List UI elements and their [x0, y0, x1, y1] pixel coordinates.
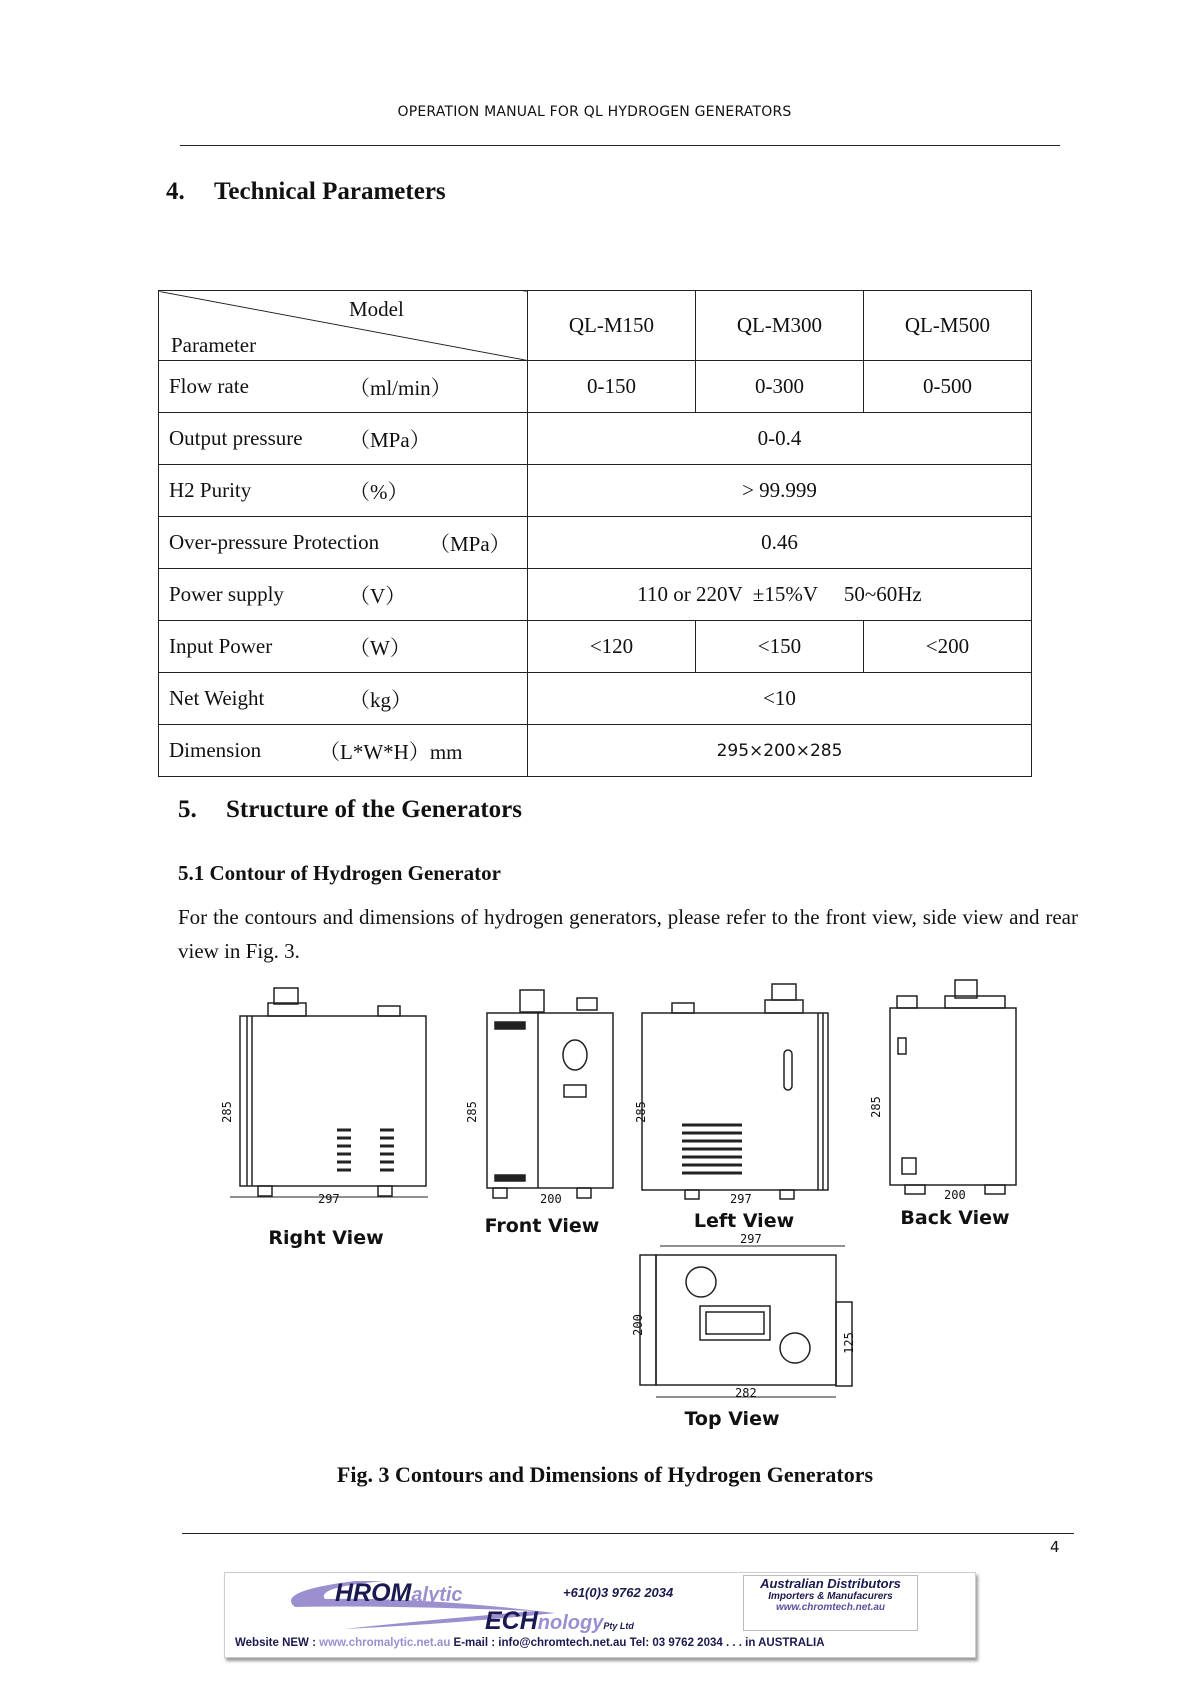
dimension-label: 125 — [841, 1332, 856, 1354]
model-header: QL-M500 — [863, 291, 1031, 361]
distributor-banner — [224, 1572, 976, 1658]
header-rule — [180, 145, 1060, 146]
dimension-label: 200 — [944, 1188, 966, 1202]
top-view-label: Top View — [684, 1408, 780, 1430]
param-name: Flow rate — [169, 374, 249, 398]
section-number: 5. — [178, 796, 197, 823]
dist-sub: Importers & Manufacurers — [768, 1591, 893, 1602]
param-unit: （ml/min） — [349, 375, 452, 400]
table-row — [159, 517, 1032, 569]
param-name: Power supply — [169, 582, 284, 606]
param-unit: （W） — [349, 635, 411, 660]
top-view-drawing — [640, 1246, 852, 1397]
value-cell: <120 — [528, 621, 696, 673]
value-cell: > 99.999 — [528, 465, 1032, 517]
body-paragraph: For the contours and dimensions of hydrogen generators, please refer to the front view, side view and rear view in Fig. 3. — [178, 905, 1078, 963]
value-cell: 110 or 220V ±15%V 50~60Hz — [528, 569, 1032, 621]
table-row — [159, 413, 1032, 465]
param-cell — [159, 465, 528, 517]
left-view-drawing — [642, 984, 828, 1199]
figure-drawings — [0, 970, 1189, 1420]
distributor-box — [743, 1575, 918, 1631]
contact-details: E-mail : info@chromtech.net.au Tel: 03 9762 2034 . . . in AUSTRALIA — [450, 1637, 825, 1649]
param-unit: （V） — [349, 583, 407, 608]
param-unit: （MPa） — [349, 427, 431, 452]
figure-caption: Fig. 3 Contours and Dimensions of Hydrogen Generators — [336, 1462, 874, 1487]
section-4-heading — [166, 178, 446, 206]
model-label: Model — [349, 297, 404, 321]
dimension-label: 282 — [735, 1386, 757, 1400]
dimension-label: 285 — [633, 1101, 648, 1123]
param-unit: （%） — [349, 479, 409, 504]
param-unit: （L*W*H）mm — [319, 739, 463, 764]
param-cell — [159, 413, 528, 465]
corner-cell — [159, 291, 528, 361]
phone: +61(0)3 9762 2034 — [563, 1585, 674, 1600]
front-view-drawing — [487, 990, 613, 1198]
param-cell — [159, 361, 528, 413]
section-number: 4. — [166, 178, 185, 205]
param-name: Dimension — [169, 738, 262, 762]
table-header-row — [159, 291, 1032, 361]
param-cell — [159, 517, 528, 569]
right-view-label: Right View — [268, 1227, 384, 1249]
dist-url[interactable]: www.chromtech.net.au — [775, 1602, 886, 1613]
model-header: QL-M300 — [695, 291, 863, 361]
dimension-label: 297 — [730, 1192, 752, 1206]
table-row — [159, 673, 1032, 725]
param-unit: （MPa） — [429, 531, 511, 556]
back-view-drawing — [890, 980, 1016, 1194]
right-view-drawing — [230, 988, 428, 1197]
dimension-label: 285 — [464, 1101, 479, 1123]
logo-text-2 — [485, 1607, 634, 1636]
running-header: OPERATION MANUAL FOR QL HYDROGEN GENERATORS — [397, 104, 792, 120]
left-view-label: Left View — [693, 1210, 795, 1232]
param-name: H2 Purity — [169, 478, 252, 502]
param-name: Input Power — [169, 634, 273, 658]
param-cell — [159, 621, 528, 673]
table-row — [159, 361, 1032, 413]
section-5-heading — [178, 796, 522, 824]
value-cell: 0-500 — [863, 361, 1031, 413]
website-label: Website NEW : — [235, 1637, 320, 1649]
param-name: Output pressure — [169, 426, 303, 450]
front-view-label: Front View — [484, 1215, 600, 1237]
value-cell: 0-300 — [695, 361, 863, 413]
param-cell — [159, 569, 528, 621]
param-cell — [159, 673, 528, 725]
value-cell: 295×200×285 — [528, 725, 1032, 777]
logo-part: HROM — [335, 1579, 412, 1607]
section-title: Technical Parameters — [214, 178, 446, 205]
logo-part: nology — [537, 1612, 604, 1634]
value-cell: 0.46 — [528, 517, 1032, 569]
dimension-label: 200 — [540, 1192, 562, 1206]
value-cell: 0-0.4 — [528, 413, 1032, 465]
value-cell: <10 — [528, 673, 1032, 725]
logo-text — [335, 1579, 463, 1608]
back-view-label: Back View — [900, 1207, 1010, 1229]
logo-part: ECH — [485, 1607, 538, 1635]
footer-rule — [182, 1533, 1074, 1534]
param-name: Net Weight — [169, 686, 265, 710]
table-row — [159, 465, 1032, 517]
website-link[interactable]: www.chromalytic.net.au — [319, 1637, 451, 1649]
page-number: 4 — [1050, 1538, 1060, 1556]
logo-part: Pty Ltd — [603, 1621, 634, 1631]
dimension-label: 285 — [868, 1096, 883, 1118]
value-cell: <150 — [695, 621, 863, 673]
table-row — [159, 725, 1032, 777]
technical-parameters-table — [158, 290, 1032, 777]
model-header: QL-M150 — [528, 291, 696, 361]
param-unit: （kg） — [349, 687, 412, 712]
dimension-label: 297 — [318, 1192, 340, 1206]
subsection-heading: 5.1 Contour of Hydrogen Generator — [178, 861, 501, 885]
section-title: Structure of the Generators — [226, 796, 522, 823]
parameter-label: Parameter — [171, 333, 257, 357]
dimension-label: 297 — [740, 1232, 762, 1246]
dimension-label: 285 — [219, 1101, 234, 1123]
dimension-label: 200 — [630, 1314, 645, 1336]
dist-title: Australian Distributors — [760, 1576, 901, 1591]
contact-line — [235, 1637, 825, 1649]
table-row — [159, 621, 1032, 673]
logo-part: alytic — [411, 1584, 463, 1606]
table-row — [159, 569, 1032, 621]
param-cell — [159, 725, 528, 777]
param-name: Over-pressure Protection — [169, 530, 380, 554]
value-cell: <200 — [863, 621, 1031, 673]
value-cell: 0-150 — [528, 361, 696, 413]
